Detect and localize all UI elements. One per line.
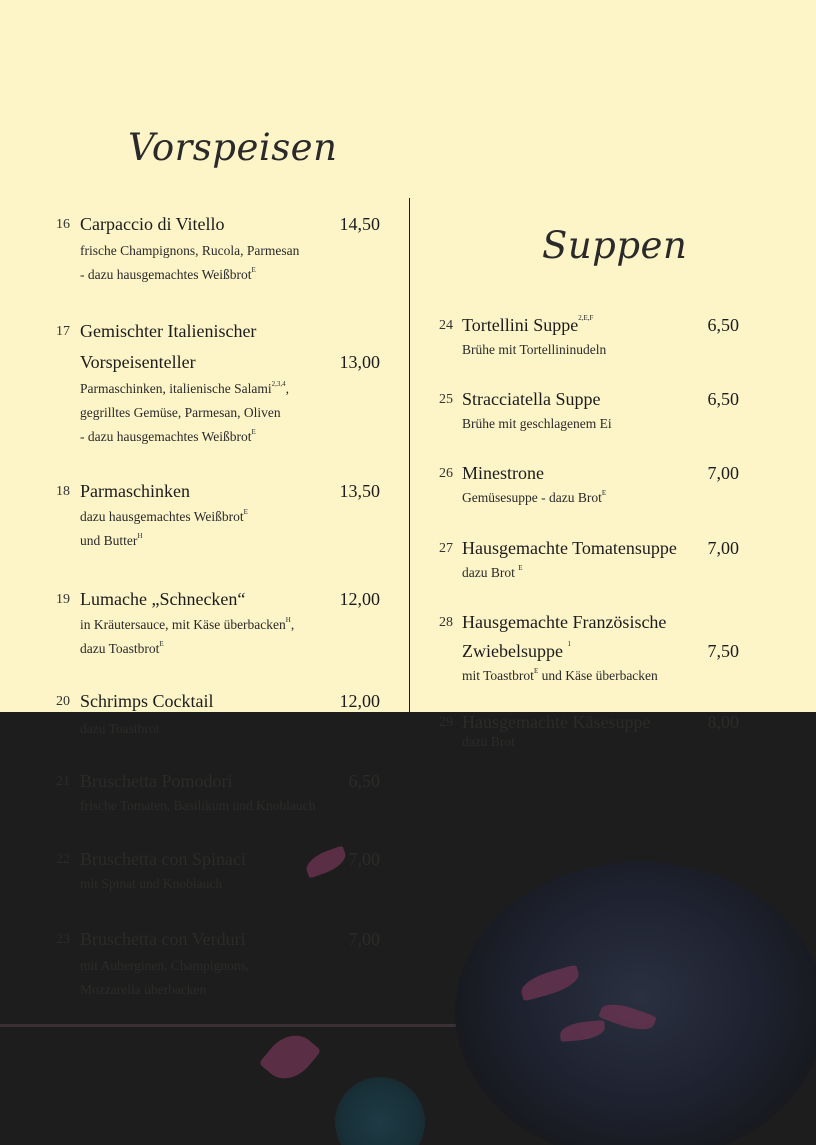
- item-price: 13,50: [339, 481, 380, 501]
- item-description: frische Champignons, Rucola, Parmesan: [80, 243, 300, 258]
- item-description: Mozzarella überbacken: [80, 982, 207, 997]
- item-price: 7,00: [707, 463, 739, 483]
- item-description: Gemüsesuppe - dazu Brot$^E$: [462, 489, 607, 505]
- item-price: 12,00: [339, 589, 380, 609]
- item-price: 6,50: [707, 389, 739, 409]
- item-name: Carpaccio di Vitello: [80, 214, 225, 234]
- bowl-image: [455, 862, 816, 1145]
- item-number: 29: [439, 715, 453, 730]
- item-description: frische Tomaten, Basilikum und Knoblauch: [80, 798, 316, 813]
- item-name: Bruschetta Pomodori: [80, 771, 233, 791]
- starters-heading: Vorspeisen: [128, 126, 338, 169]
- item-number: 18: [56, 484, 70, 499]
- item-name: Tortellini Suppe$^{2,E,F}$: [462, 314, 594, 335]
- item-description: gegrilltes Gemüse, Parmesan, Oliven: [80, 405, 281, 420]
- item-description: in Kräutersauce, mit Käse überbacken$^H$,: [80, 616, 295, 632]
- item-name: Minestrone: [462, 463, 544, 483]
- item-number: 21: [56, 774, 70, 789]
- item-price: 12,00: [339, 691, 380, 711]
- leaf-decoration: [259, 1025, 322, 1089]
- item-price: 7,50: [707, 641, 739, 661]
- item-price: 7,00: [348, 929, 380, 949]
- item-description: Brühe mit geschlagenem Ei: [462, 416, 612, 431]
- item-name: Hausgemachte Französische: [462, 612, 667, 632]
- item-description: und Butter$^H$: [80, 532, 143, 548]
- item-number: 19: [56, 592, 70, 607]
- soups-heading: Suppen: [542, 224, 688, 267]
- item-number: 22: [56, 852, 70, 867]
- item-description: - dazu hausgemachtes Weißbrot$^E$: [80, 428, 256, 444]
- item-name: Hausgemachte Tomatensuppe: [462, 538, 677, 558]
- item-name: Bruschetta con Spinaci: [80, 849, 246, 869]
- item-description: dazu Brot: [462, 734, 515, 749]
- item-name: Lumache „Schnecken“: [80, 589, 246, 609]
- column-divider: [409, 198, 410, 712]
- item-name: Parmaschinken: [80, 481, 190, 501]
- item-number: 26: [439, 466, 453, 481]
- item-number: 23: [56, 932, 70, 947]
- item-description: dazu Brot $^E$: [462, 564, 523, 580]
- item-price: 6,50: [707, 315, 739, 335]
- item-number: 28: [439, 615, 453, 630]
- item-description: dazu Toastbrot: [80, 721, 160, 736]
- item-price: 13,00: [339, 352, 380, 372]
- item-number: 17: [56, 324, 70, 339]
- item-number: 24: [439, 318, 453, 333]
- item-price: 7,00: [707, 538, 739, 558]
- item-description: dazu Toastbrot$^E$: [80, 640, 164, 656]
- item-description: - dazu hausgemachtes Weißbrot$^E$: [80, 266, 256, 282]
- item-description: Parmaschinken, italienische Salami$^{2,3,4}$,: [80, 380, 289, 396]
- item-description: dazu hausgemachtes Weißbrot$^E$: [80, 508, 248, 524]
- item-price: 7,00: [348, 849, 380, 869]
- item-number: 27: [439, 541, 453, 556]
- item-description: mit Spinat und Knoblauch: [80, 876, 223, 891]
- food-photo-overlay: [0, 712, 816, 1145]
- item-number: 25: [439, 392, 453, 407]
- item-number: 16: [56, 217, 70, 232]
- item-name: Gemischter Italienischer: [80, 321, 257, 341]
- item-name: Hausgemachte Käsesuppe: [462, 712, 651, 732]
- item-price: 8,00: [707, 712, 739, 732]
- item-name: Vorspeisenteller: [80, 352, 196, 372]
- item-description: mit Toastbrot$^E$ und Käse überbacken: [462, 667, 658, 683]
- item-price: 6,50: [348, 771, 380, 791]
- item-name: Zwiebelsuppe $^1$: [462, 640, 571, 661]
- item-description: Brühe mit Tortellininudeln: [462, 342, 607, 357]
- item-name: Schrimps Cocktail: [80, 691, 214, 711]
- item-price: 14,50: [339, 214, 380, 234]
- item-description: mit Auberginen, Champignons,: [80, 958, 250, 973]
- item-name: Bruschetta con Verduri: [80, 929, 246, 949]
- item-number: 20: [56, 694, 70, 709]
- cup-image: [335, 1077, 425, 1145]
- item-name: Stracciatella Suppe: [462, 389, 601, 409]
